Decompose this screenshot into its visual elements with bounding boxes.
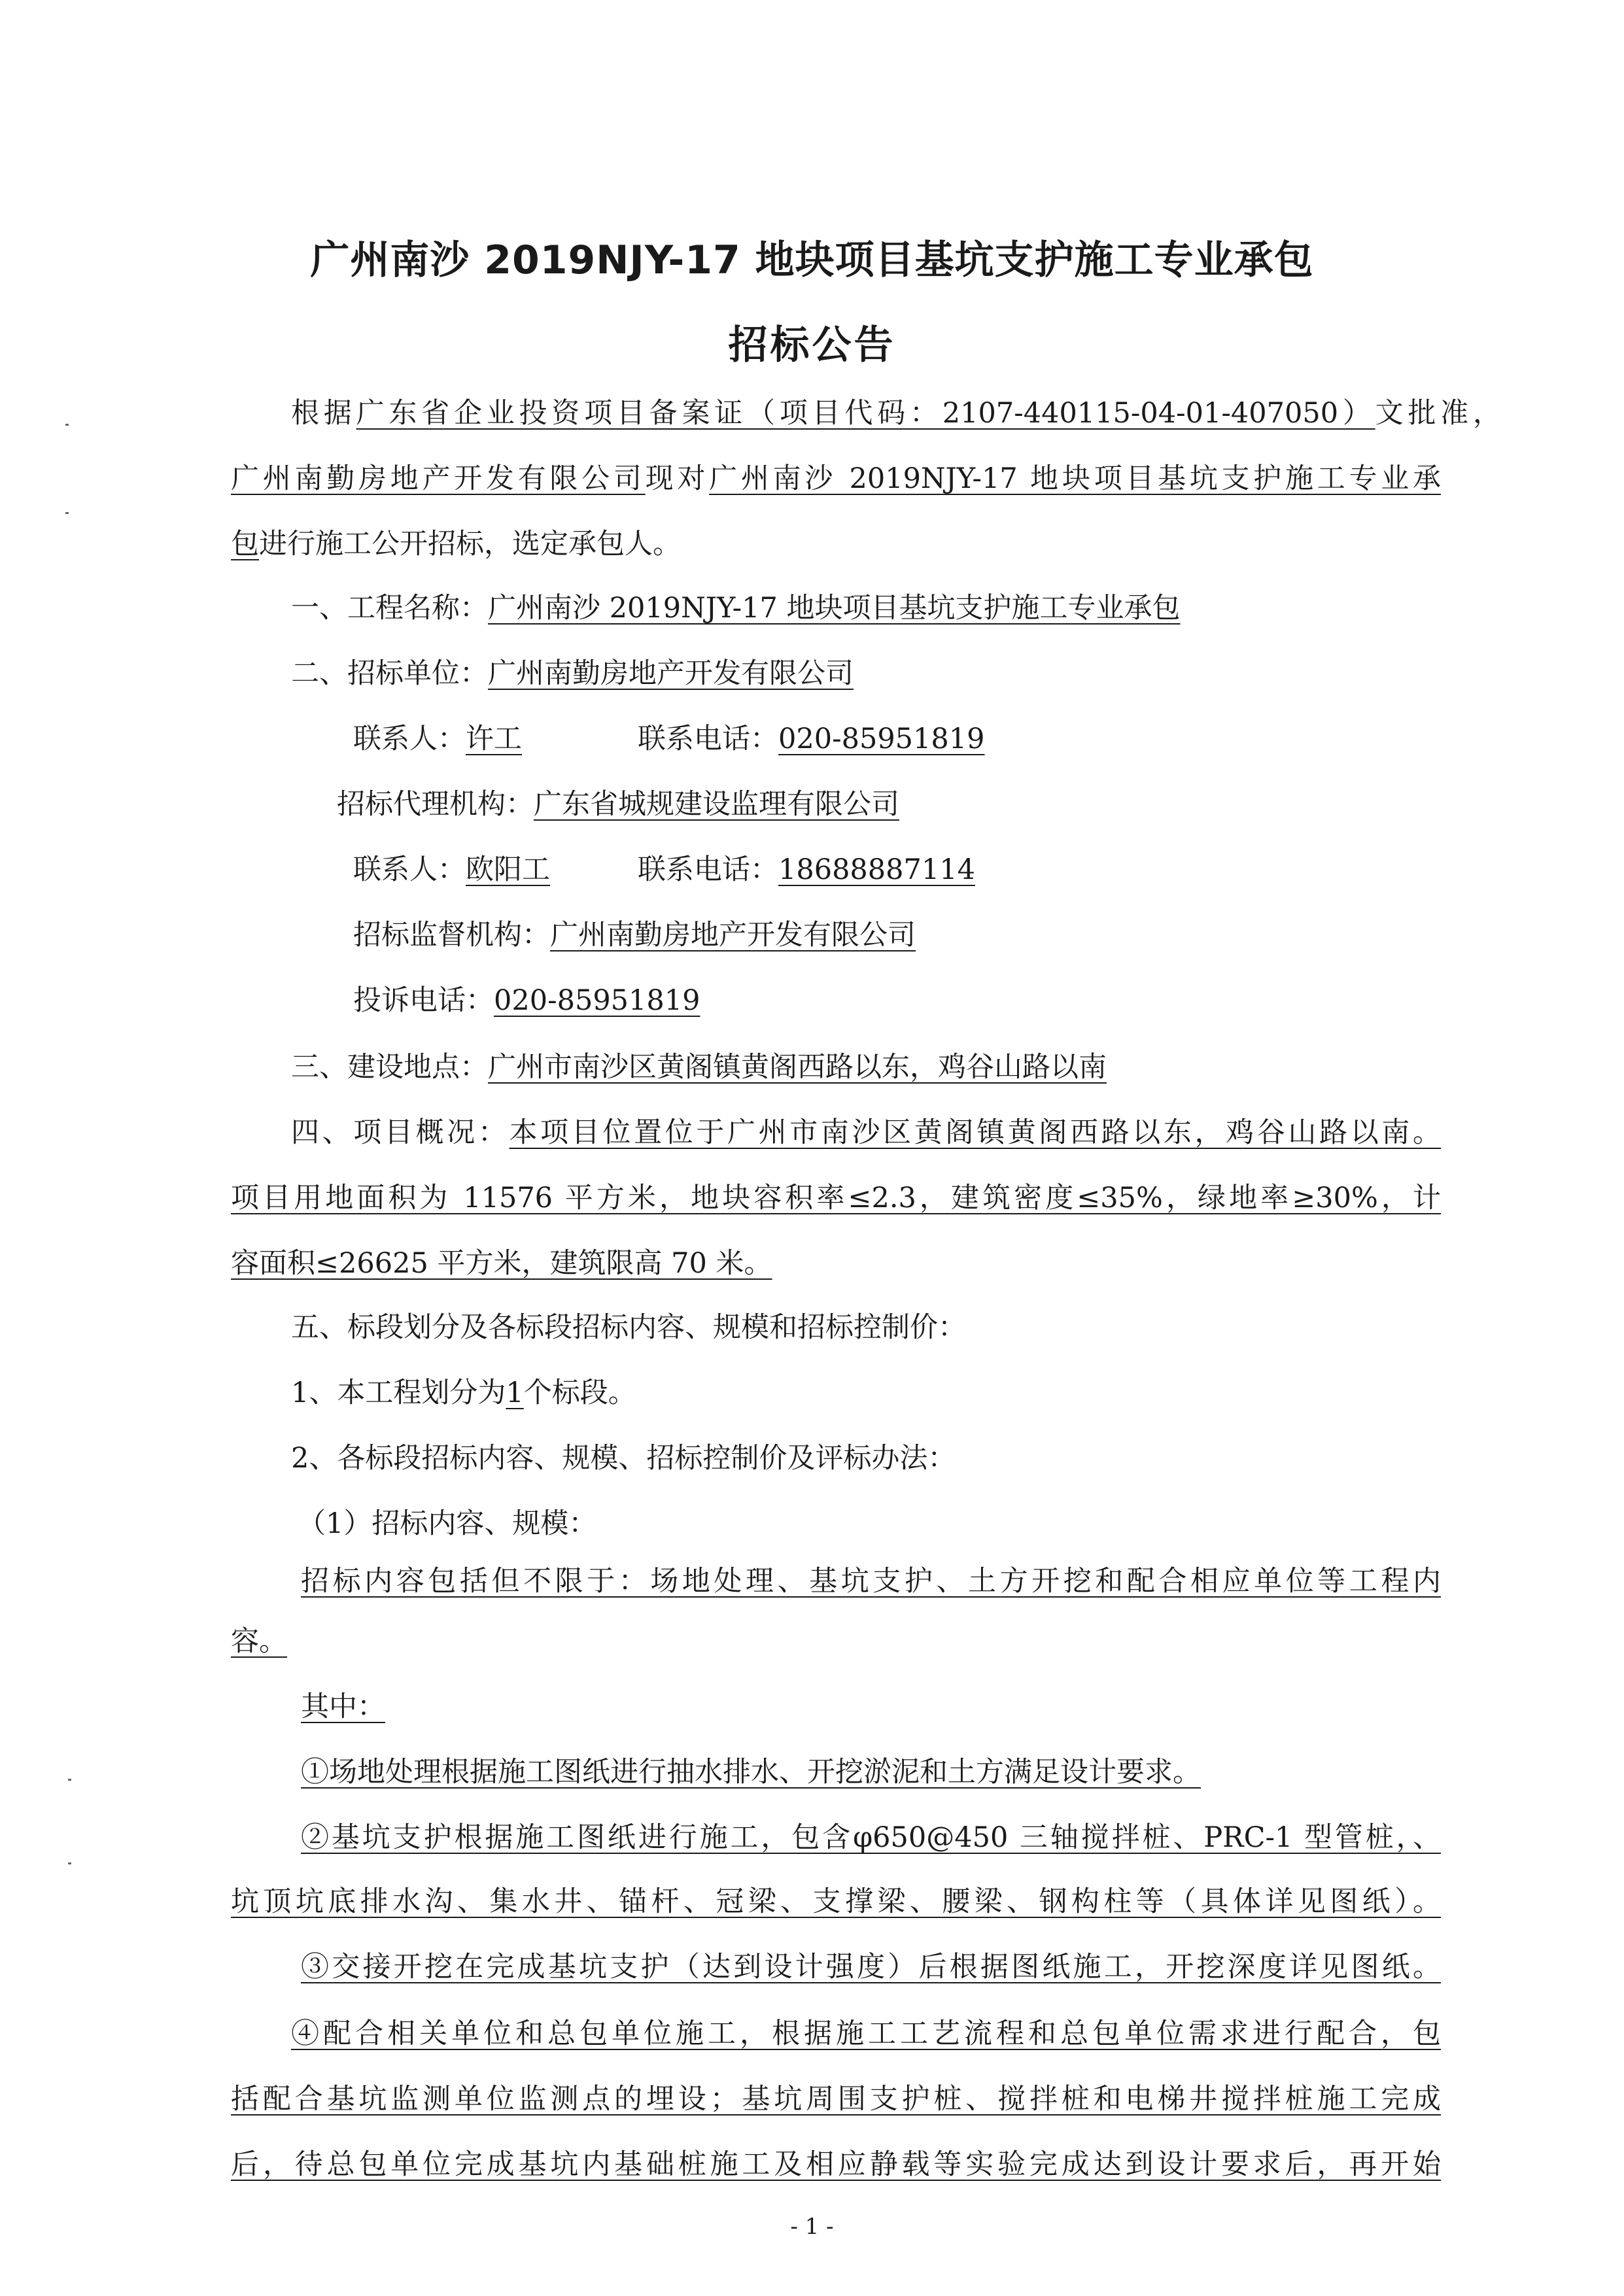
agent-phone: 联系电话：18688887114 [638, 853, 975, 886]
scan-speck [65, 424, 69, 426]
scan-speck [68, 1779, 71, 1781]
section5-heading: 五、标段划分及各标段招标内容、规模和招标控制价： [291, 1311, 966, 1344]
content-item4-line1: ④配合相关单位和总包单位施工，根据施工工艺流程和总包单位需求进行配合，包 [291, 2017, 1441, 2050]
agent-contact: 联系人：欧阳工 [353, 853, 550, 886]
scan-speck [68, 1862, 71, 1864]
complaint-phone: 投诉电话：020-85951819 [353, 984, 700, 1017]
content-item4-line2: 括配合基坑监测单位监测点的埋设；基坑周围支护桩、搅拌桩和电梯井搅拌桩施工完成 [231, 2083, 1441, 2116]
intro-line3: 包进行施工公开招标，选定承包人。 [231, 528, 681, 560]
content-item2-line2: 坑顶坑底排水沟、集水井、锚杆、冠梁、支撑梁、腰梁、钢构柱等（具体详见图纸）。 [231, 1885, 1441, 1918]
project-name: 一、工程名称：广州南沙 2019NJY-17 地块项目基坑支护施工专业承包 [291, 592, 1181, 625]
content-item3: ③交接开挖在完成基坑支护（达到设计强度）后根据图纸施工，开挖深度详见图纸。 [301, 1951, 1441, 1983]
tender-phone: 联系电话：020-85951819 [638, 723, 985, 755]
scope-line1: 招标内容包括但不限于：场地处理、基坑支护、土方开挖和配合相应单位等工程内 [301, 1565, 1441, 1598]
overview-line1: 四、项目概况：本项目位置位于广州市南沙区黄阁镇黄阁西路以东，鸡谷山路以南。 [291, 1116, 1442, 1149]
page-number: - 1 - [790, 2214, 834, 2240]
section5-item1: 1、本工程划分为1个标段。 [291, 1377, 636, 1409]
overview-line2: 项目用地面积为 11576 平方米，地块容积率≤2.3，建筑密度≤35%，绿地率≥30%，计 [231, 1182, 1441, 1214]
section5-item2: 2、各标段招标内容、规模、招标控制价及评标办法： [291, 1442, 956, 1475]
intro-line2: 广州南勤房地产开发有限公司现对广州南沙 2019NJY-17 地块项目基坑支护施工专业承 [231, 462, 1442, 495]
scope-line2: 容。 [231, 1625, 287, 1658]
content-item1: ①场地处理根据施工图纸进行抽水排水、开挖淤泥和土方满足设计要求。 [301, 1756, 1201, 1789]
tender-contact: 联系人：许工 [353, 723, 522, 755]
tender-supervisor: 招标监督机构：广州南勤房地产开发有限公司 [353, 919, 916, 951]
intro-line1: 根据广东省企业投资项目备案证（项目代码：2107-440115-04-01-407050）文批准， [291, 397, 1502, 430]
doc-title-line2: 招标公告 [728, 322, 896, 368]
tender-agent: 招标代理机构：广东省城规建设监理有限公司 [337, 788, 899, 821]
content-item2-line1: ②基坑支护根据施工图纸进行施工，包含φ650@450 三轴搅拌桩、PRC-1 型管桩，、 [301, 1821, 1441, 1854]
build-location: 三、建设地点：广州市南沙区黄阁镇黄阁西路以东，鸡谷山路以南 [291, 1051, 1107, 1084]
scan-speck [65, 512, 69, 514]
doc-title-line1: 广州南沙 2019NJY-17 地块项目基坑支护施工专业承包 [310, 237, 1314, 283]
overview-line3: 容面积≤26625 平方米，建筑限高 70 米。 [231, 1247, 772, 1280]
among-label: 其中： [301, 1690, 385, 1723]
section5-item2-1: （1）招标内容、规模： [298, 1507, 597, 1540]
content-item4-line3: 后，待总包单位完成基坑内基础桩施工及相应静载等实验完成达到设计要求后，再开始 [231, 2148, 1441, 2181]
tender-unit: 二、招标单位：广州南勤房地产开发有限公司 [291, 657, 854, 690]
